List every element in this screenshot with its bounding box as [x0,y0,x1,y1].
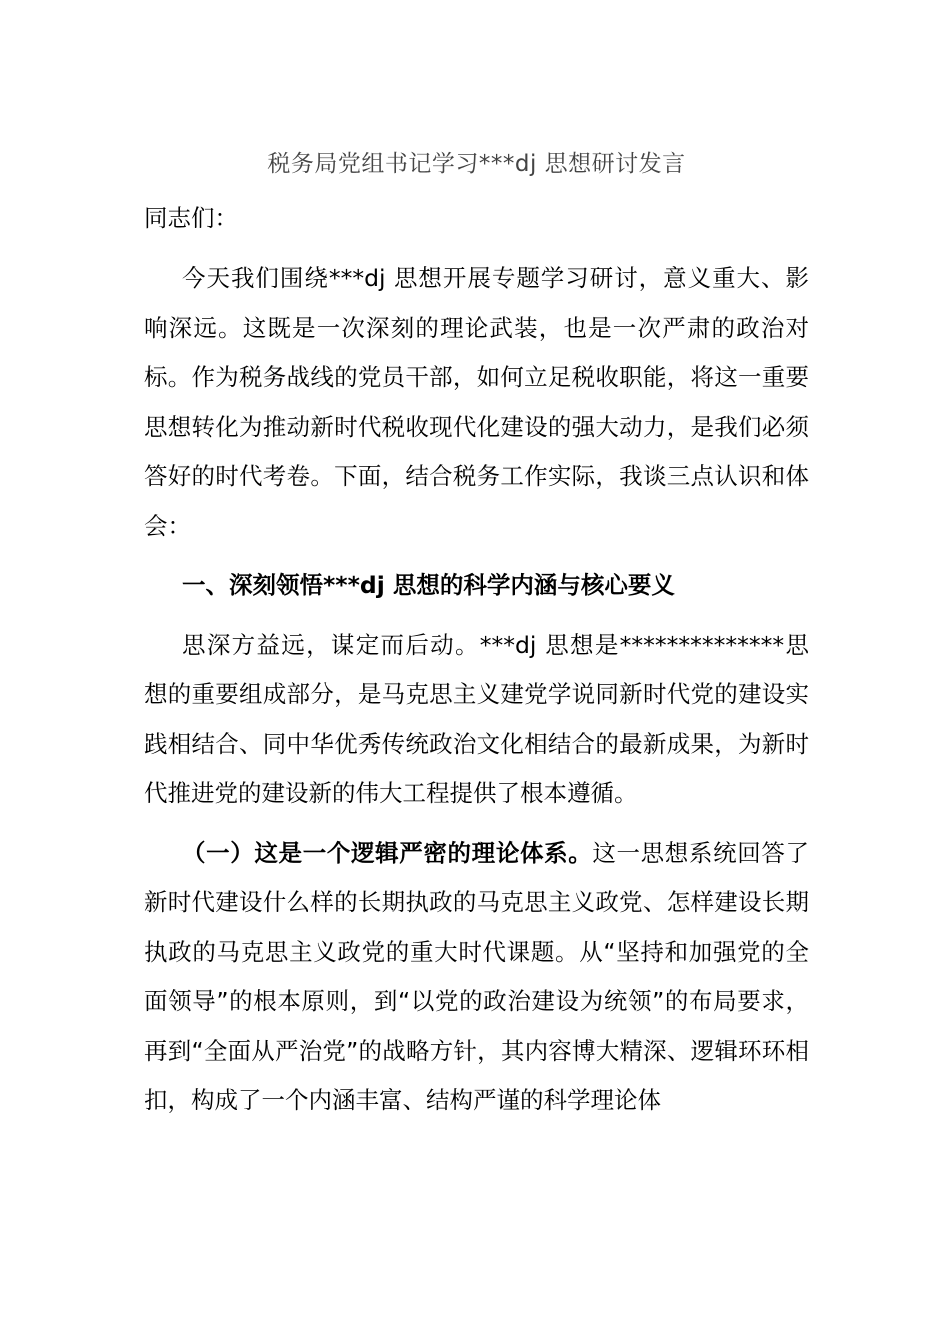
subsection-1-text: 这一思想系统回答了新时代建设什么样的长期执政的马克思主义政党、怎样建设长期执政的马克思主义政党的重大时代课题。从“坚持和加强党的全面领导”的根本原则，到“以党的政治建设为统领”的布局要求，再到“全面从严治党”的战略方针，其内容博大精深、逻辑环环相扣，构成了一个内涵丰富、结构严谨的科学理论体 [144,838,810,1114]
subsection-1-lead: （一）这是一个逻辑严密的理论体系。 [182,838,593,867]
document-title: 税务局党组书记学习***dj 思想研讨发言 [267,151,686,177]
intro-paragraph: 今天我们围绕***dj 思想开展专题学习研讨，意义重大、影响深远。这既是一次深刻的理论武装，也是一次严肃的政治对标。作为税务战线的党员干部，如何立足税收职能，将这一重要思想转化为推动新时代税收现代化建设的强大动力，是我们必须答好的时代考卷。下面，结合税务工作实际，我谈三点认识和体会： [144,264,809,540]
section-1-heading: 一、深刻领悟***dj 思想的科学内涵与核心要义 [182,571,675,599]
subsection-1-paragraph [144,829,809,1126]
document-body [144,140,809,1126]
section-1-paragraph: 思深方益远，谋定而后动。***dj 思想是**************思想的重要组成部分，是马克思主义建党学说同新时代党的建设实践相结合、同中华优秀传统政治文化相结合的最新成果，为新时代推进党的建设新的伟大工程提供了根本遵循。 [144,630,809,807]
salutation: 同志们： [144,204,238,232]
